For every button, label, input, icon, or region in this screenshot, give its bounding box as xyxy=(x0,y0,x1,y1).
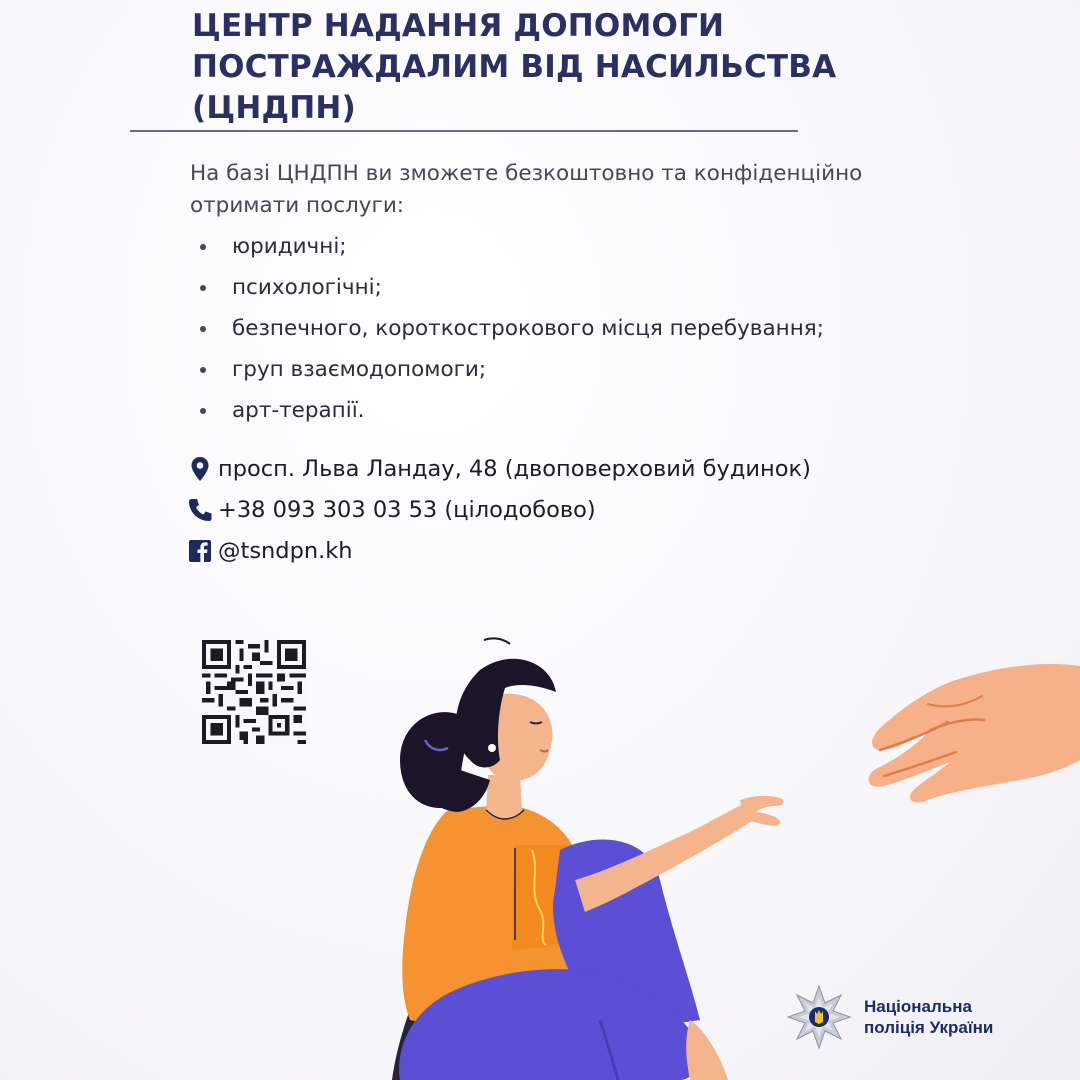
address-text: просп. Льва Ландау, 48 (двоповерховий будинок) xyxy=(218,455,811,482)
title-line-1: ЦЕНТР НАДАННЯ ДОПОМОГИ xyxy=(192,8,725,44)
divider xyxy=(130,130,798,132)
police-logo xyxy=(786,984,993,1050)
list-item: арт-терапії. xyxy=(198,390,824,431)
list-item: безпечного, короткострокового місця перебування; xyxy=(198,308,824,349)
phone-icon xyxy=(186,496,214,524)
bullet-icon xyxy=(200,285,206,291)
phone-text[interactable]: +38 093 303 03 53 (цілодобово) xyxy=(218,496,596,523)
bullet-icon xyxy=(200,244,206,250)
page-title xyxy=(192,6,892,129)
title-line-3: (ЦНДПН) xyxy=(192,90,356,126)
facebook-row xyxy=(186,530,811,571)
sitting-woman-figure xyxy=(392,638,783,1080)
facebook-handle[interactable]: @tsndpn.kh xyxy=(218,537,353,564)
contacts xyxy=(186,448,811,571)
phone-row xyxy=(186,489,811,530)
location-pin-icon xyxy=(186,455,214,483)
list-item: груп взаємодопомоги; xyxy=(198,349,824,390)
bullet-icon xyxy=(200,326,206,332)
police-logo-line-2: поліція України xyxy=(864,1018,994,1037)
services-list xyxy=(198,226,824,431)
address-row xyxy=(186,448,811,489)
intro-text: На базі ЦНДПН ви зможете безкоштовно та конфіденційно отримати послуги: xyxy=(190,161,863,218)
bullet-icon xyxy=(200,367,206,373)
list-item: юридичні; xyxy=(198,226,824,267)
police-logo-line-1: Національна xyxy=(864,997,972,1016)
bullet-icon xyxy=(200,408,206,414)
list-item: психологічні; xyxy=(198,267,824,308)
police-star-icon xyxy=(786,984,852,1050)
helping-hand-icon xyxy=(869,664,1080,802)
title-line-2: ПОСТРАЖДАЛИМ ВІД НАСИЛЬСТВА xyxy=(192,49,837,85)
facebook-icon xyxy=(186,537,214,565)
